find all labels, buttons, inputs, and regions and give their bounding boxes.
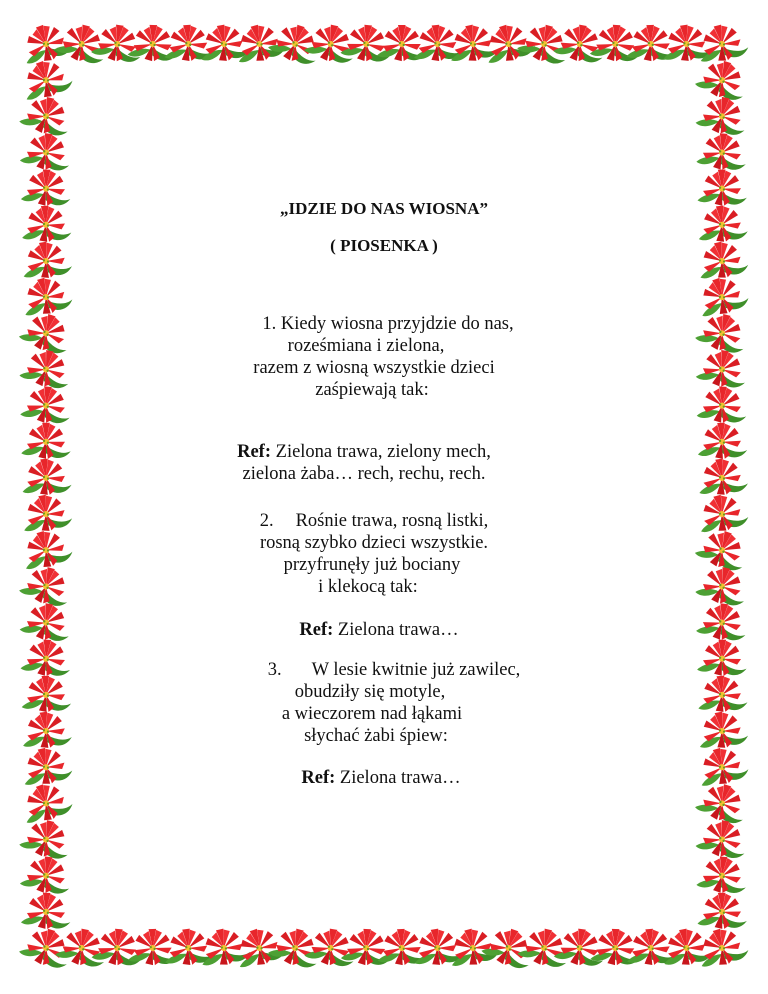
refrain-short-2 bbox=[0, 767, 765, 789]
poinsettia-icon bbox=[590, 929, 640, 966]
verse-3-line-1 bbox=[10, 659, 768, 681]
poinsettia-icon bbox=[16, 18, 75, 69]
verse-3-line-2: obudziły się motyle, bbox=[294, 682, 446, 702]
verse-2-line-1-text: Rośnie trawa, rosną listki, bbox=[295, 511, 489, 531]
poinsettia-icon bbox=[90, 22, 144, 65]
poinsettia-icon bbox=[553, 926, 606, 968]
poinsettia-icon bbox=[53, 20, 110, 67]
poinsettia-icon bbox=[19, 130, 73, 173]
poinsettia-icon bbox=[444, 923, 501, 971]
refrain-label: Ref: bbox=[237, 442, 272, 462]
verse-3-line-1-text: W lesie kwitnie już zawilec, bbox=[311, 660, 521, 680]
poinsettia-icon bbox=[693, 20, 750, 67]
verse-3-line-3: a wieczorem nad łąkami bbox=[281, 704, 463, 724]
refrain-line-2: zielona żaba… rech, rechu, rech. bbox=[242, 464, 486, 484]
verse-1-line-3: razem z wiosną wszystkie dzieci bbox=[253, 358, 495, 378]
poinsettia-icon bbox=[304, 925, 358, 968]
poinsettia-icon bbox=[659, 925, 714, 970]
poinsettia-icon bbox=[411, 23, 464, 64]
poinsettia-icon bbox=[479, 18, 537, 68]
song-subtitle: ( PIOSENKA ) bbox=[330, 236, 438, 255]
poinsettia-icon bbox=[445, 20, 501, 66]
poinsettia-icon bbox=[625, 927, 677, 967]
poinsettia-icon bbox=[21, 892, 72, 930]
verse-1-line-4: zaśpiewają tak: bbox=[315, 380, 429, 400]
poinsettia-icon bbox=[18, 815, 75, 862]
poinsettia-icon bbox=[377, 25, 426, 61]
poinsettia-icon bbox=[196, 924, 252, 970]
poinsettia-icon bbox=[659, 22, 713, 65]
poinsettia-icon bbox=[266, 18, 324, 68]
poinsettia-icon bbox=[694, 93, 749, 138]
verse-2-line-4: i klekocą tak: bbox=[318, 577, 418, 597]
poinsettia-icon bbox=[589, 23, 641, 62]
poinsettia-icon bbox=[340, 23, 393, 64]
verse-1-line-1-text: Kiedy wiosna przyjdzie do nas, bbox=[280, 314, 514, 334]
poinsettia-icon bbox=[516, 19, 573, 67]
poinsettia-icon bbox=[162, 23, 214, 62]
refrain-line-1-text: Zielona trawa, zielony mech, bbox=[275, 442, 491, 462]
poinsettia-icon bbox=[127, 24, 178, 62]
verse-2-line-1 bbox=[0, 510, 758, 532]
poinsettia-icon bbox=[128, 929, 178, 966]
verse-3-line-4: słychać żabi śpiew: bbox=[304, 726, 448, 746]
poinsettia-icon bbox=[267, 923, 324, 971]
poinsettia-icon bbox=[552, 21, 607, 65]
poinsettia-icon bbox=[54, 925, 109, 970]
poinsettia-icon bbox=[693, 923, 751, 972]
verse-3-number: 3. bbox=[267, 660, 282, 680]
verse-2-line-2: rosną szybko dzieci wszystkie. bbox=[259, 533, 489, 553]
poinsettia-icon bbox=[480, 922, 538, 972]
verse-2-line-3: przyfrunęły już bociany bbox=[283, 555, 461, 575]
refrain-short-2-label: Ref: bbox=[301, 768, 336, 788]
refrain-short-1-text: Zielona trawa… bbox=[337, 620, 459, 640]
poinsettia-icon bbox=[303, 20, 359, 66]
verse-2-number: 2. bbox=[259, 511, 274, 531]
poinsettia-icon bbox=[196, 21, 251, 65]
poinsettia-icon bbox=[693, 55, 751, 104]
verse-1-line-2: roześmiana i zielona, bbox=[287, 336, 445, 356]
poinsettia-icon bbox=[16, 54, 75, 105]
refrain-line-1 bbox=[0, 441, 748, 463]
poinsettia-icon bbox=[376, 928, 427, 967]
verse-1-line-1 bbox=[4, 313, 768, 335]
poinsettia-icon bbox=[696, 131, 748, 171]
poinsettia-icon bbox=[161, 926, 214, 968]
song-title: „IDZIE DO NAS WIOSNA” bbox=[280, 199, 488, 218]
refrain-short-1-label: Ref: bbox=[299, 620, 334, 640]
poinsettia-icon bbox=[516, 924, 572, 970]
poinsettia-icon bbox=[18, 92, 75, 139]
poinsettia-icon bbox=[230, 922, 288, 972]
poinsettia-icon bbox=[625, 24, 676, 62]
poinsettia-icon bbox=[410, 925, 464, 968]
poinsettia-icon bbox=[91, 927, 143, 967]
poinsettia-icon bbox=[697, 892, 747, 929]
poinsettia-icon bbox=[231, 19, 288, 67]
refrain-short-1 bbox=[0, 619, 763, 641]
poinsettia-icon bbox=[17, 923, 75, 972]
poinsettia-icon bbox=[694, 816, 749, 861]
verse-1-number: 1. bbox=[262, 314, 277, 334]
refrain-short-2-text: Zielona trawa… bbox=[339, 768, 461, 788]
poinsettia-icon bbox=[19, 853, 73, 896]
poinsettia-icon bbox=[341, 928, 392, 967]
poinsettia-icon bbox=[696, 855, 748, 895]
